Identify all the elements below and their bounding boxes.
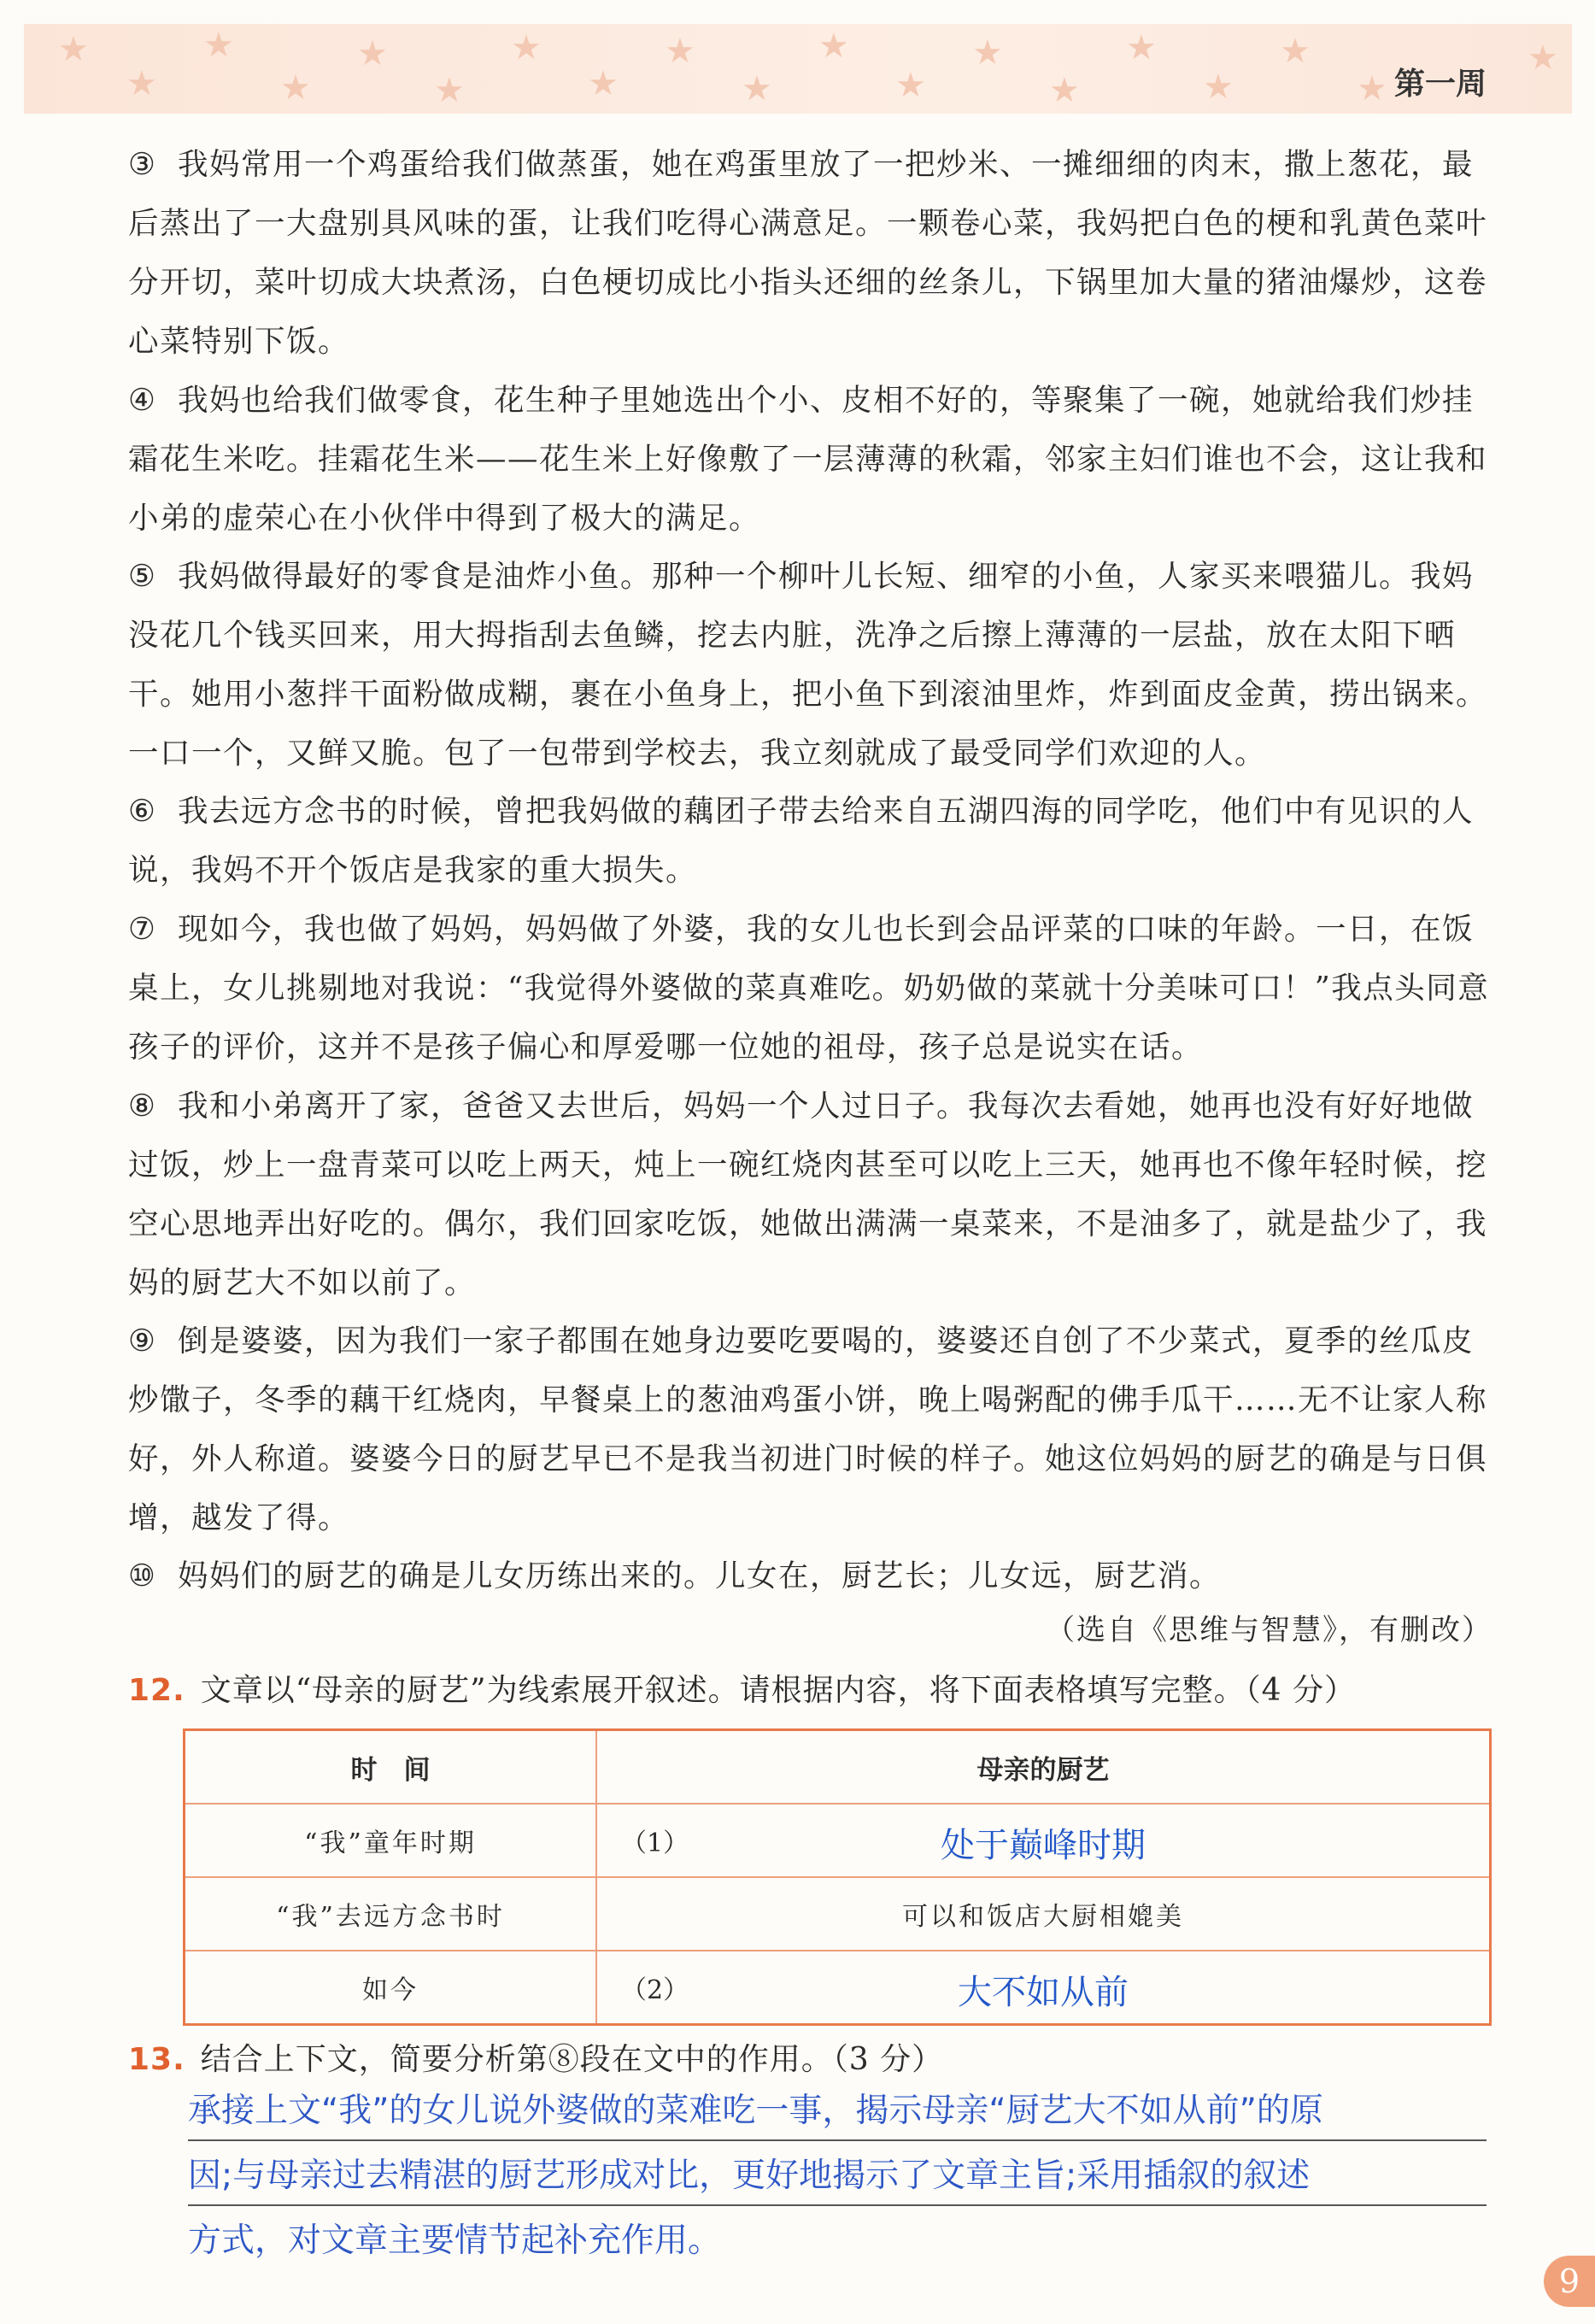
- answer-table: [183, 1728, 1492, 2026]
- paragraph-number: ⑩: [128, 1558, 157, 1593]
- answer-rule: [188, 2204, 1487, 2206]
- page-number: 9: [1544, 2256, 1595, 2307]
- paragraph-number: ⑨: [128, 1323, 157, 1359]
- paragraph-7: [128, 900, 1495, 1077]
- handwritten-answer: 大不如从前: [958, 1973, 1129, 2012]
- paragraph-9: [128, 1312, 1495, 1547]
- question-number: 13.: [128, 2042, 185, 2077]
- question-text: 文章以“母亲的厨艺”为线索展开叙述。请根据内容，将下面表格填写完整。（4 分）: [200, 1673, 1356, 1708]
- paragraph-text: 我去远方念书的时候，曾把我妈做的藕团子带去给来自五湖四海的同学吃，他们中有见识的人说，我妈不开个饭店是我家的重大损失。: [128, 794, 1475, 888]
- content-cell: 可以和饭店大厨相媲美: [596, 1877, 1491, 1951]
- paragraph-text: 现如今，我也做了妈妈，妈妈做了外婆，我的女儿也长到会品评菜的口味的年龄。一日，在饭桌上，女儿挑剔地对我说：“我觉得外婆做的菜真难吃。奶奶做的菜就十分美味可口！”我点头同意孩子的评价，这并不是孩子偏心和厚爱哪一位她的祖母，孩子总是说实在话。: [128, 912, 1490, 1065]
- question-13: [128, 2035, 943, 2079]
- week-label: 第一周: [1393, 67, 1487, 102]
- paragraph-text: 我妈常用一个鸡蛋给我们做蒸蛋，她在鸡蛋里放了一把炒米、一摊细细的肉末，撒上葱花，最后蒸出了一大盘别具风味的蛋，让我们吃得心满意足。一颗卷心菜，我妈把白色的梗和乳黄色菜叶分开切，菜叶切成大块煮汤，白色梗切成比小指头还细的丝条儿，下锅里加大量的猪油爆炒，这卷心菜特别下饭。: [128, 147, 1488, 359]
- question-text: 结合上下文，简要分析第⑧段在文中的作用。（3 分）: [200, 2042, 944, 2077]
- paragraph-text: 倒是婆婆，因为我们一家子都围在她身边要吃要喝的，婆婆还自创了不少菜式，夏季的丝瓜皮炒馓子，冬季的藕干红烧肉，早餐桌上的葱油鸡蛋小饼，晚上喝粥配的佛手瓜干……无不让家人称好，外人称道。婆婆今日的厨艺早已不是我当初进门时候的样子。她这位妈妈的厨艺的确是与日俱增，越发了得。: [128, 1323, 1488, 1535]
- paragraph-text: 我妈也给我们做零食，花生种子里她选出个小、皮相不好的，等聚集了一碗，她就给我们炒挂霜花生米吃。挂霜花生米——花生米上好像敷了一层薄薄的秋霜，邻家主妇们谁也不会，这让我和小弟的虚荣心在小伙伴中得到了极大的满足。: [128, 383, 1488, 536]
- paragraph-5: [128, 547, 1495, 783]
- paragraph-number: ⑦: [128, 912, 157, 947]
- paragraph-4: [128, 371, 1495, 548]
- page-header: [24, 24, 1572, 114]
- blank-label: （2）: [621, 1975, 689, 2005]
- time-cell: “我”童年时期: [185, 1804, 597, 1877]
- answer-cell[interactable]: [596, 1804, 1491, 1877]
- handwritten-answer: 处于巅峰时期: [941, 1826, 1146, 1865]
- answer-rule: [188, 2139, 1487, 2141]
- answer-line-3: 方式，对文章主要情节起补充作用。: [188, 2221, 722, 2260]
- star-pattern: ★ ★ ★ ★ ★ ★ ★ ★ ★ ★ ★ ★ ★ ★ ★ ★ ★ ★ ★: [58, 26, 1558, 110]
- table-row: [185, 1877, 1491, 1951]
- blank-label: （1）: [621, 1828, 689, 1858]
- answer-cell[interactable]: [596, 1951, 1491, 2025]
- answer-line-1: 承接上文“我”的女儿说外婆做的菜难吃一事，揭示母亲“厨艺大不如从前”的原: [188, 2092, 1323, 2130]
- paragraph-10: [128, 1546, 1495, 1605]
- time-cell: 如今: [185, 1951, 597, 2025]
- paragraph-number: ⑤: [128, 559, 157, 594]
- source-citation: （选自《思维与智慧》，有删改）: [1046, 1613, 1492, 1647]
- answer-line-2: 因;与母亲过去精湛的厨艺形成对比，更好地揭示了文章主旨;采用插叙的叙述: [188, 2157, 1311, 2195]
- paragraph-text: 我妈做得最好的零食是油炸小鱼。那种一个柳叶儿长短、细窄的小鱼，人家买来喂猫儿。我妈没花几个钱买回来，用大拇指刮去鱼鳞，挖去内脏，洗净之后擦上薄薄的一层盐，放在太阳下晒干。她用小葱拌干面粉做成糊，裹在小鱼身上，把小鱼下到滚油里炸，炸到面皮金黄，捞出锅来。一口一个，又鲜又脆。包了一包带到学校去，我立刻就成了最受同学们欢迎的人。: [128, 559, 1488, 771]
- column-header-time: 时 间: [185, 1730, 597, 1805]
- paragraph-number: ⑥: [128, 794, 157, 829]
- paragraph-3: [128, 135, 1495, 371]
- paragraph-text: 我和小弟离开了家，爸爸又去世后，妈妈一个人过日子。我每次去看她，她再也没有好好地做过饭，炒上一盘青菜可以吃上两天，炖上一碗红烧肉甚至可以吃上三天，她再也不像年轻时候，挖空心思地弄出好吃的。偶尔，我们回家吃饭，她做出满满一桌菜来，不是油多了，就是盐少了，我妈的厨艺大不如以前了。: [128, 1089, 1488, 1300]
- question-12: [128, 1666, 1356, 1710]
- question-number: 12.: [128, 1673, 185, 1708]
- paragraph-8: [128, 1077, 1495, 1312]
- paragraph-text: 妈妈们的厨艺的确是儿女历练出来的。儿女在，厨艺长；儿女远，厨艺消。: [178, 1558, 1222, 1593]
- table-row: [185, 1804, 1491, 1877]
- paragraph-6: [128, 782, 1495, 900]
- table-row: [185, 1951, 1491, 2025]
- paragraph-number: ⑧: [128, 1089, 157, 1124]
- paragraph-number: ③: [128, 147, 157, 182]
- time-cell: “我”去远方念书时: [185, 1877, 597, 1951]
- table-header-row: [185, 1730, 1491, 1805]
- column-header-cooking: 母亲的厨艺: [596, 1730, 1491, 1805]
- paragraph-number: ④: [128, 383, 157, 418]
